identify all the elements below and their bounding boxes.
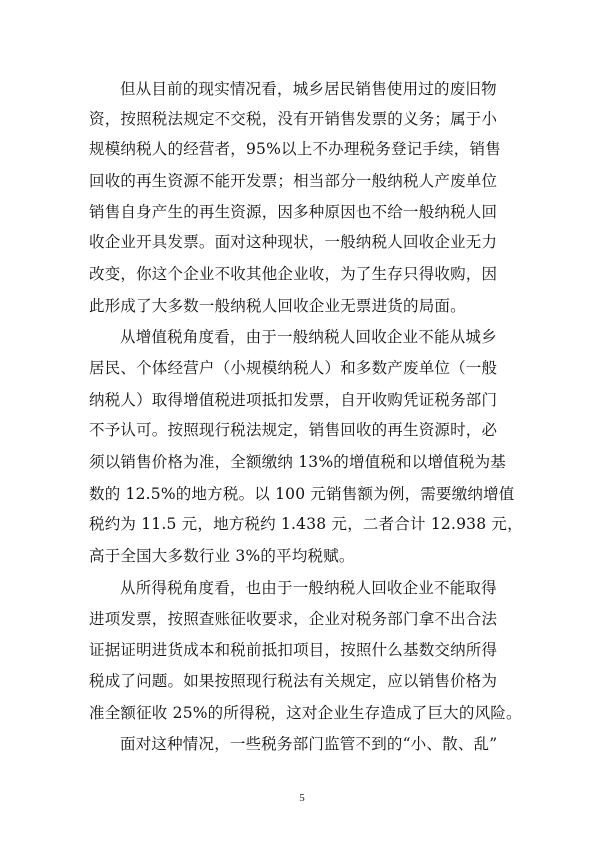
paragraph-2-line-5: 须以销售价格为准，全额缴纳 13%的增值税和以增值税为基 xyxy=(89,453,506,471)
paragraph-1-line-6: 收企业开具发票。面对这种现状，一般纳税人回收企业无力 xyxy=(89,233,498,251)
paragraph-1-line-5: 销售自身产生的再生资源，因多种原因也不给一般纳税人回 xyxy=(89,203,498,221)
paragraph-2-line-3: 纳税人）取得增值税进项抵扣发票，自开收购凭证税务部门 xyxy=(89,391,498,409)
paragraph-3-line-4: 税成了问题。如果按照现行税法有关规定，应以销售价格为 xyxy=(89,672,498,690)
paragraph-1-line-4: 回收的再生资源不能开发票；相当部分一般纳税人产废单位 xyxy=(89,172,498,190)
paragraph-2-line-2: 居民、个体经营户（小规模纳税人）和多数产废单位（一般 xyxy=(89,359,498,377)
paragraph-1-line-3: 规模纳税人的经营者，95%以上不办理税务登记手续，销售 xyxy=(89,140,501,158)
paragraph-1-line-2: 资，按照税法规定不交税，没有开销售发票的义务；属于小 xyxy=(89,110,498,128)
page-number: 5 xyxy=(299,792,305,804)
paragraph-1-line-8: 此形成了大多数一般纳税人回收企业无票进货的局面。 xyxy=(89,297,466,315)
paragraph-3-line-1: 从所得税角度看，也由于一般纳税人回收企业不能取得 xyxy=(120,579,497,597)
paragraph-3-line-3: 证据证明进货成本和税前抵扣项目，按照什么基数交纳所得 xyxy=(89,641,498,659)
paragraph-2-line-7: 税约为 11.5 元，地方税约 1.438 元，二者合计 12.938 元， xyxy=(89,515,523,533)
paragraph-2-line-6: 数的 12.5%的地方税。以 100 元销售额为例，需要缴纳增值 xyxy=(89,485,515,503)
paragraph-3-line-5: 准全额征收 25%的所得税，这对企业生存造成了巨大的风险。 xyxy=(89,704,522,722)
paragraph-2-line-1: 从增值税角度看，由于一般纳税人回收企业不能从城乡 xyxy=(120,328,497,346)
paragraph-2-line-4: 不予认可。按照现行税法规定，销售回收的再生资源时，必 xyxy=(89,421,498,439)
paragraph-2-line-8: 高于全国大多数行业 3%的平均税赋。 xyxy=(89,547,355,565)
paragraph-3-line-2: 进项发票，按照查账征收要求，企业对税务部门拿不出合法 xyxy=(89,610,498,628)
paragraph-1-line-7: 改变，你这个企业不收其他企业收，为了生存只得收购，因 xyxy=(89,265,498,283)
paragraph-1-line-1: 但从目前的现实情况看，城乡居民销售使用过的废旧物 xyxy=(120,80,497,98)
paragraph-4-line-1: 面对这种情况，一些税务部门监管不到的“小、散、乱” xyxy=(120,735,498,753)
